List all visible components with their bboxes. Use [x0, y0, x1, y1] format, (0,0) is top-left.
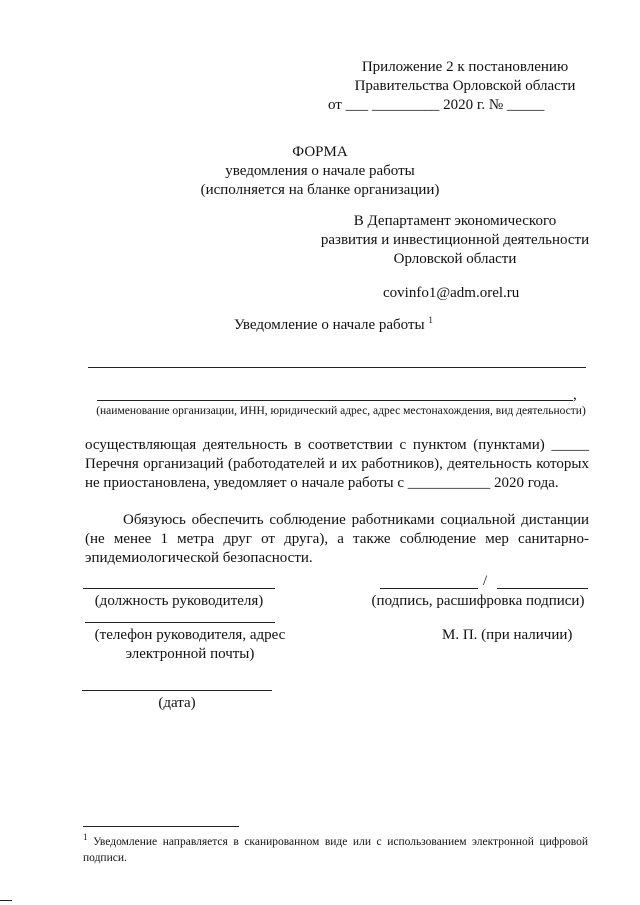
notice-title-text: Уведомление о начале работы — [234, 317, 425, 333]
footnote-ref: 1 — [428, 315, 433, 325]
footnote-text: Уведомление направляется в сканированном виде или с использованием электронной цифровой подписи. — [83, 836, 589, 864]
form-title: ФОРМА — [292, 144, 348, 160]
notice-title — [234, 316, 494, 335]
recipient-line-2: развития и инвестиционной деятельности — [320, 232, 590, 248]
signature-slash: / — [483, 573, 488, 589]
footnote-separator — [83, 826, 239, 827]
date-label: (дата) — [158, 695, 196, 711]
form-note: (исполняется на бланке организации) — [200, 182, 440, 198]
position-line — [83, 588, 275, 589]
recipient-email: covinfo1@adm.orel.ru — [383, 285, 520, 301]
org-line-2 — [97, 400, 573, 401]
form-subtitle: уведомления о начале работы — [225, 163, 415, 179]
signature-line — [380, 588, 478, 589]
header-line-2: Правительства Орловской области — [354, 78, 576, 94]
header-line-3: от ___ _________ 2020 г. № _____ — [328, 97, 545, 113]
phone-label-line-1: (телефон руководителя, адрес — [94, 627, 286, 643]
recipient-line-1: В Департамент экономического — [353, 213, 557, 229]
signature-label: (подпись, расшифровка подписи) — [371, 593, 585, 609]
date-line — [82, 690, 272, 691]
org-line-1 — [88, 367, 586, 368]
body-paragraph-2: Обязуюсь обеспечить соблюдение работниками социальной дистанции (не менее 1 метра друг от друга), а также соблюдение мер санитарно-эпидемиологической безопасности. — [85, 512, 589, 566]
signature-name-line — [497, 588, 588, 589]
org-caption: (наименование организации, ИНН, юридический адрес, адрес местонахождения, вид деятельности) — [96, 405, 586, 417]
position-label: (должность руководителя) — [94, 593, 264, 609]
footnote-mark: 1 — [83, 832, 88, 843]
header-line-1: Приложение 2 к постановлению — [361, 59, 569, 75]
stamp-label: М. П. (при наличии) — [442, 627, 573, 643]
body-paragraph-1: осуществляющая деятельность в соответствии с пунктом (пунктами) _____ Перечня организаций (работодателей и их работников), деятельность которых не приостановлена, уведомляет о начале работы с ___________ 2020 года. — [85, 437, 589, 491]
scan-mark — [0, 900, 12, 901]
phone-line — [85, 622, 275, 623]
org-line-comma: , — [573, 387, 577, 403]
recipient-line-3: Орловской области — [393, 251, 517, 267]
phone-label-line-2: электронной почты) — [125, 646, 255, 662]
footnote — [83, 834, 588, 866]
